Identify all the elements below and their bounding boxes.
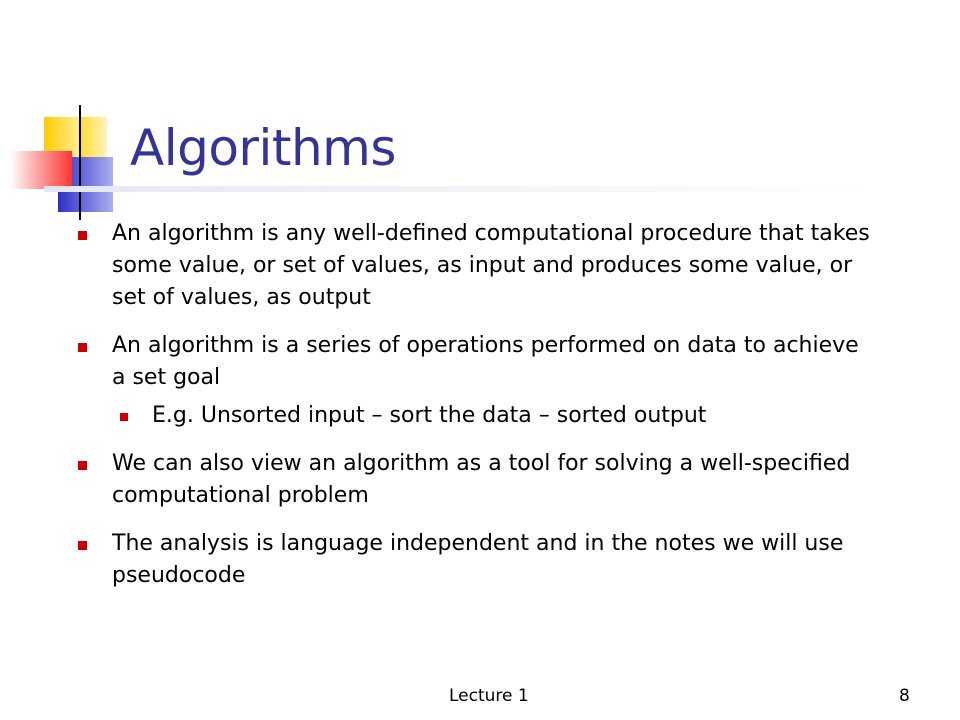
- bullet-list: [78, 218, 878, 608]
- bullet-text: An algorithm is a series of operations performed on data to achieve a set goal: [112, 333, 859, 390]
- bullet-item: [78, 218, 878, 314]
- bullet-item: [78, 330, 878, 394]
- sub-bullet-text: E.g. Unsorted input – sort the data – sorted output: [152, 403, 707, 428]
- page-number: 8: [899, 686, 910, 706]
- bullet-text: The analysis is language independent and in the notes we will use pseudocode: [112, 531, 844, 588]
- corner-decoration-graphic: [0, 95, 130, 220]
- bullet-text: An algorithm is any well-defined computational procedure that takes some value, or set of values, as input and produces some value, or set of values, as output: [112, 221, 870, 310]
- sub-bullet-item: [120, 400, 878, 432]
- square-bullet-icon: [78, 343, 87, 352]
- square-bullet-icon: [120, 413, 128, 421]
- footer-label: Lecture 1: [449, 686, 529, 706]
- bullet-item: [78, 448, 878, 512]
- title-underline-rule: [44, 186, 874, 192]
- square-bullet-icon: [78, 461, 87, 470]
- square-bullet-icon: [78, 541, 87, 550]
- slide-title: Algorithms: [130, 119, 396, 177]
- bullet-item: [78, 528, 878, 592]
- square-bullet-icon: [78, 231, 87, 240]
- bullet-text: We can also view an algorithm as a tool for solving a well-specified computational problem: [112, 451, 851, 508]
